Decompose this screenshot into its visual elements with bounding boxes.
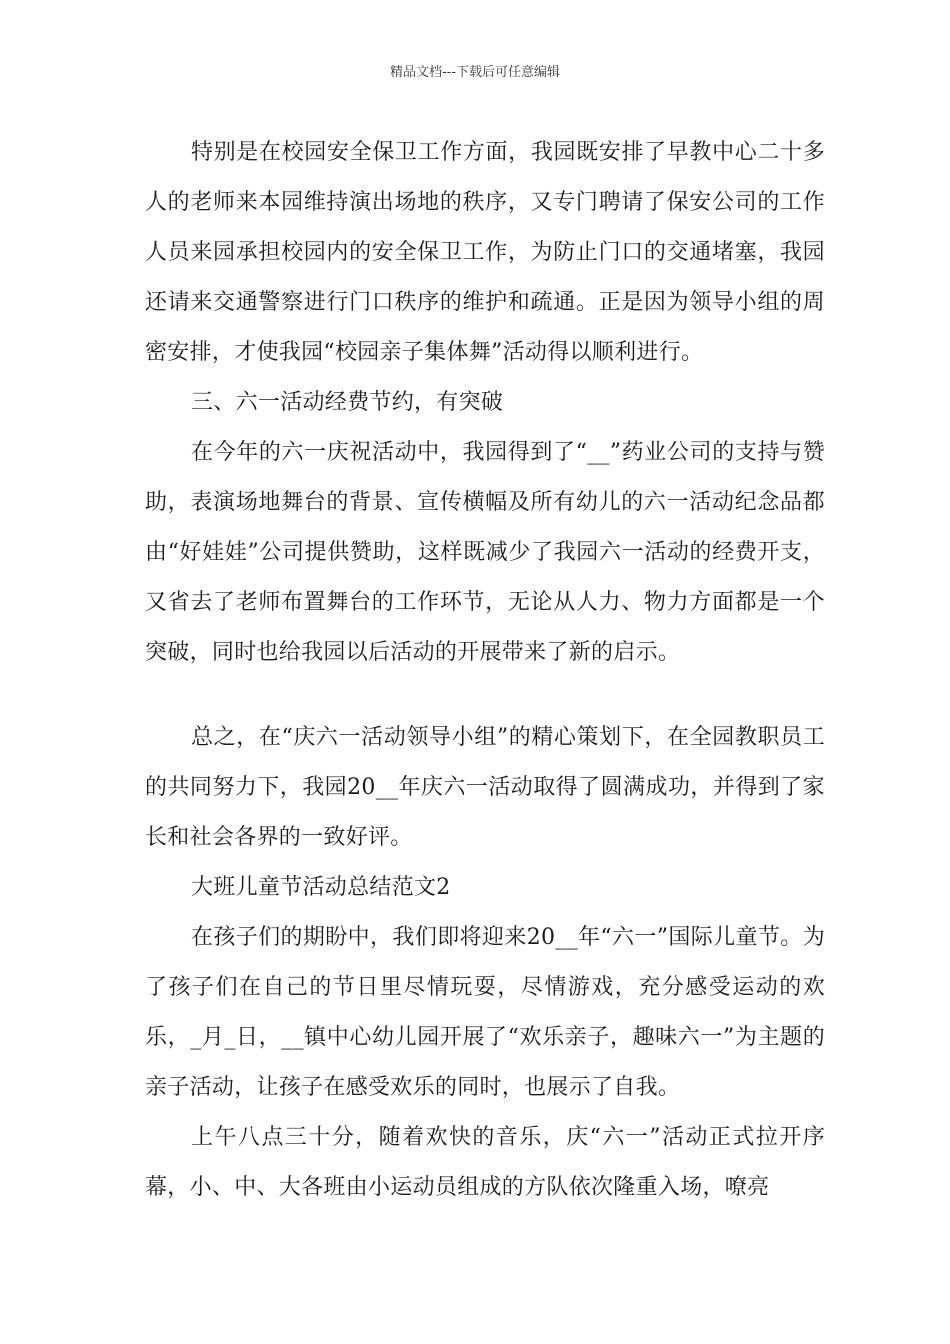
page-header: 精品文档---下载后可任意编辑 xyxy=(389,65,561,80)
document-body xyxy=(145,128,825,1213)
paragraph-conclusion: 总之，在“庆六一活动领导小组”的精心策划下，在全园教职员工的共同努力下，我园20__年庆六一活动取得了圆满成功，并得到了家长和社会各界的一致好评。 xyxy=(145,725,825,850)
paragraph-sponsorship: 在今年的六一庆祝活动中，我园得到了“__”药业公司的支持与赞助，表演场地舞台的背景、宣传横幅及所有幼儿的六一活动纪念品都由“好娃娃”公司提供赞助，这样既减少了我园六一活动的经费开支，又省去了老师布置舞台的工作环节，无论从人力、物力方面都是一个突破，同时也给我园以后活动的开展带来了新的启示。 xyxy=(145,440,825,665)
section-heading-3: 三、六一活动经费节约，有突破 xyxy=(191,390,504,415)
paragraph-spacer xyxy=(145,678,825,713)
paragraph-opening: 上午八点三十分，随着欢快的音乐，庆“六一”活动正式拉开序幕，小、中、大各班由小运动员组成的方队依次隆重入场，嘹亮 xyxy=(145,1125,825,1200)
paragraph-intro-2: 在孩子们的期盼中，我们即将迎来20__年“六一”国际儿童节。为了孩子们在自己的节日里尽情玩耍，尽情游戏，充分感受运动的欢乐，_月_日，__镇中心幼儿园开展了“欢乐亲子，趣味六一”为主题的亲子活动，让孩子在感受欢乐的同时，也展示了自我。 xyxy=(145,925,825,1100)
paragraph-security: 特别是在校园安全保卫工作方面，我园既安排了早教中心二十多人的老师来本园维持演出场地的秩序，又专门聘请了保安公司的工作人员来园承担校园内的安全保卫工作，为防止门口的交通堵塞，我园还请来交通警察进行门口秩序的维护和疏通。正是因为领导小组的周密安排，才使我园“校园亲子集体舞”活动得以顺利进行。 xyxy=(145,140,825,365)
document-subtitle: 大班儿童节活动总结范文2 xyxy=(191,875,451,900)
